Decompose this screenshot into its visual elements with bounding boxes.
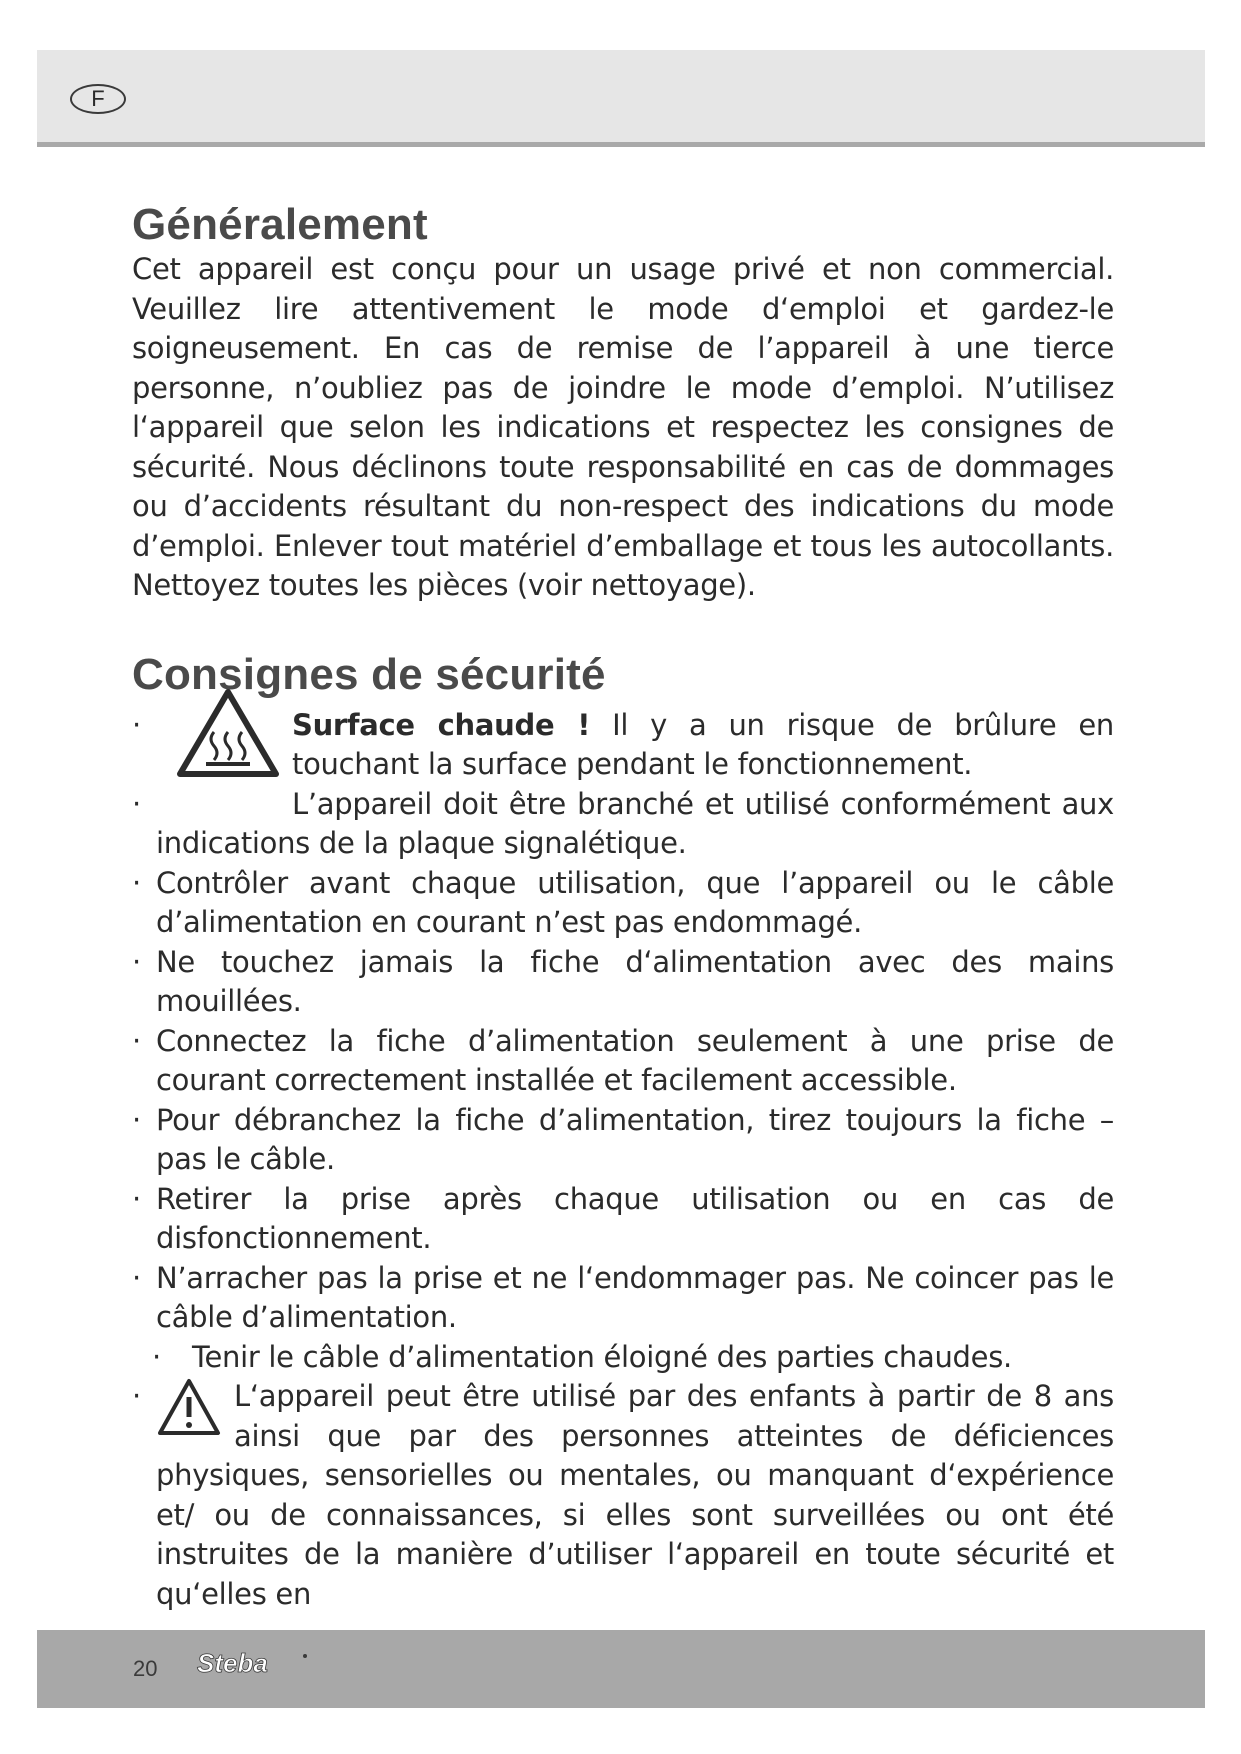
hot-surface-warning-icon [176,688,280,791]
list-item-hot-surface [132,706,1114,785]
general-paragraph: Cet appareil est conçu pour un usage privé et non commercial. Veuillez lire attentivement le mode d‘emploi et gardez-le soigneusement. En cas de remise de l’appareil à une tierce personne, n’oubliez pas de joindre le mode d’emploi. N’utilisez l‘appareil que selon les indications et respectez les consignes de sécurité. Nous déclinons toute responsabilité en cas de dommages ou d’accidents résultant du non-respect des indications du mode d’emploi. Enlever tout matériel d’emballage et tous les autocollants. Nettoyez toutes les pièces (voir nettoyage). [132,252,1114,602]
safety-list [132,706,1114,1615]
list-item: · Retirer la prise après chaque utilisation ou en cas de disfonctionnement. [132,1180,1114,1259]
list-item: · Pour débranchez la fiche d’alimentation, tirez toujours la fiche – pas le câble. [132,1101,1114,1180]
section-title-general: Généralement [132,200,428,249]
page-content [132,200,1114,1614]
list-item: · L’appareil doit être branché et utilisé conformément aux indications de la plaque signalétique. [132,785,1114,864]
list-item: · Tenir le câble d’alimentation éloigné des parties chaudes. [132,1338,1114,1378]
footer-band [37,1630,1205,1708]
hot-surface-label: Surface chaude ! [292,707,591,742]
page-number: 20 [133,1656,158,1681]
list-item-children-warning [132,1377,1114,1614]
list-item: · Contrôler avant chaque utilisation, que l’appareil ou le câble d’alimentation en courant n’est pas endommagé. [132,864,1114,943]
header-band [37,50,1205,147]
steba-logo [195,1648,315,1686]
svg-text:Steba: Steba [197,1648,268,1678]
exclamation-warning-icon [156,1377,222,1448]
list-item: · Connectez la fiche d’alimentation seulement à une prise de courant correctement installée et facilement accessible. [132,1022,1114,1101]
children-warning-text: L‘appareil peut être utilisé par des enfants à partir de 8 ans ainsi que par des personnes atteintes de déficiences physiques, sensorielles ou mentales, ou manquant d‘expérience et/ ou de connaissances, si elles sont surveillées ou ont été instruites de la manière d’utiliser l‘appareil en toute sécurité et qu‘elles en [156,1379,1114,1611]
language-badge: F [70,84,126,114]
list-item: · Ne touchez jamais la fiche d‘alimentation avec des mains mouillées. [132,943,1114,1022]
hot-surface-text: Il y a un risque de brûlure en touchant la surface pendant le fonctionnement. [292,707,1114,781]
section-title-safety: Consignes de sécurité [132,649,606,699]
list-item: · N’arracher pas la prise et ne l‘endommager pas. Ne coincer pas le câble d’alimentation. [132,1259,1114,1338]
